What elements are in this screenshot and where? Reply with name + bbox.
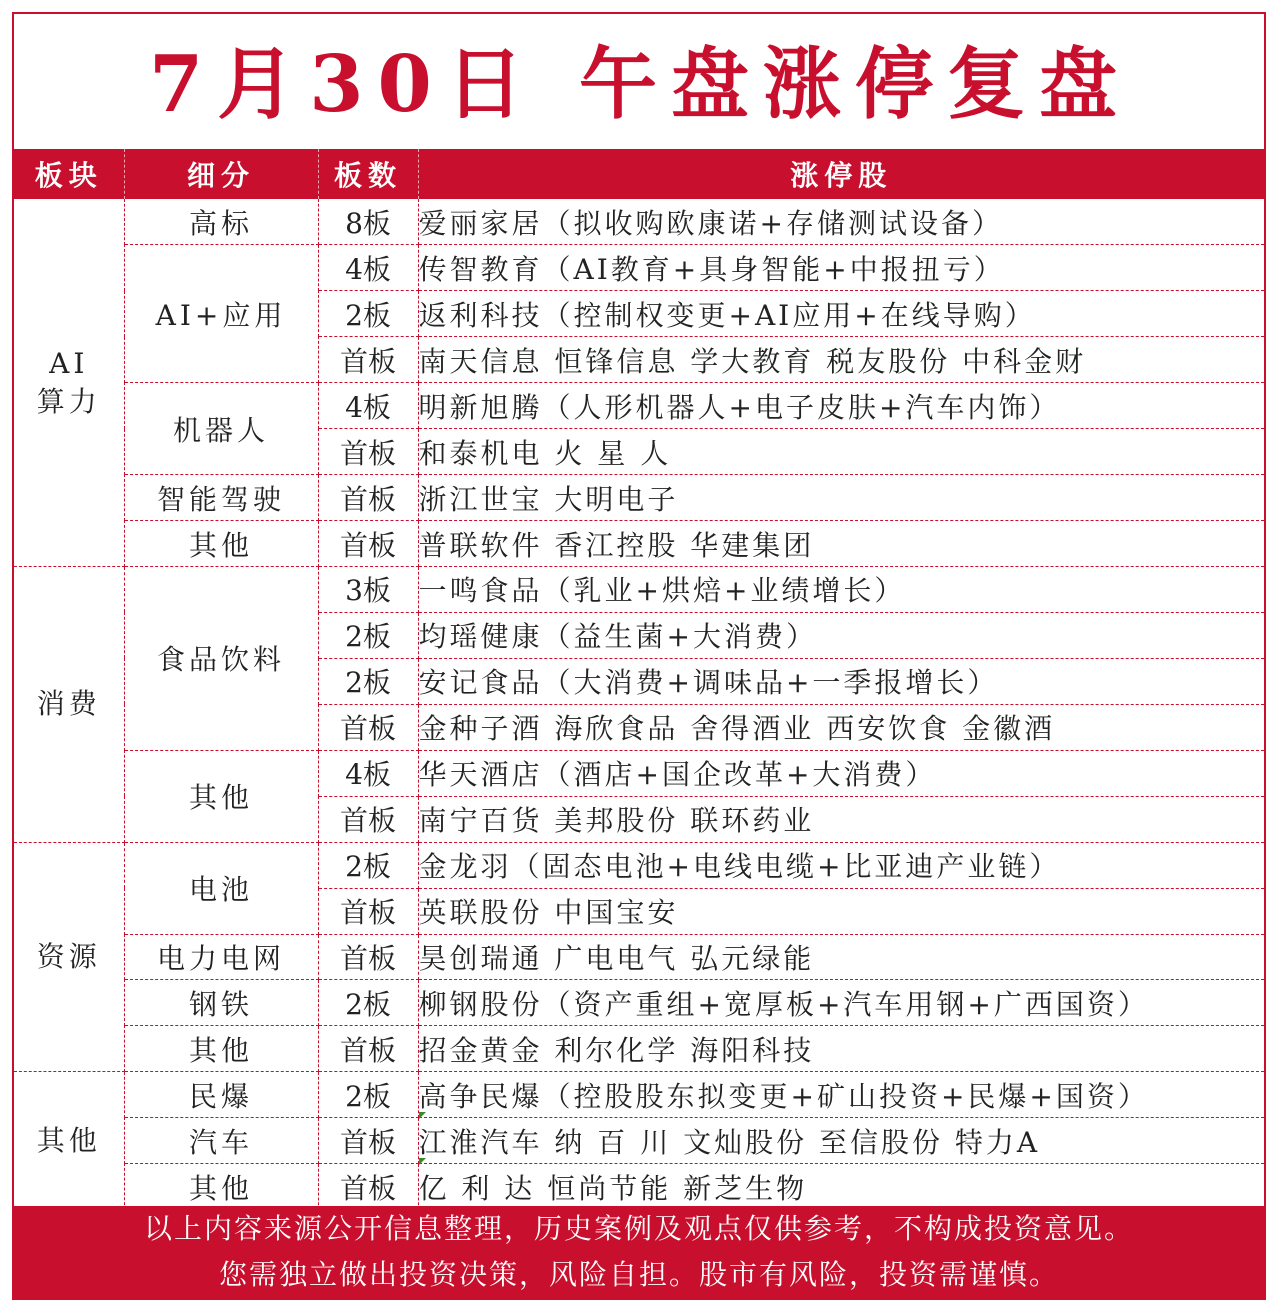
stocks-cell: 亿 利 达 恒尚节能 新芝生物 — [418, 1164, 1264, 1210]
stocks-cell: 金种子酒 海欣食品 舍得酒业 西安饮食 金徽酒 — [418, 704, 1264, 750]
stocks-cell: 和泰机电 火 星 人 — [418, 429, 1264, 475]
cell-comment-marker — [419, 1158, 426, 1165]
header-sector: 板块 — [14, 149, 124, 199]
board-count-cell: 3板 — [318, 567, 418, 613]
subsector-cell: 电力电网 — [124, 934, 318, 980]
board-count-cell: 4板 — [318, 383, 418, 429]
table-row — [14, 1026, 1264, 1072]
table-row — [14, 842, 1264, 888]
table-row — [14, 383, 1264, 429]
table-row — [14, 750, 1264, 796]
stocks-cell: 柳钢股份（资产重组+宽厚板+汽车用钢+广西国资） — [418, 980, 1264, 1026]
stocks-cell: 金龙羽（固态电池+电线电缆+比亚迪产业链） — [418, 842, 1264, 888]
board-count-cell: 2板 — [318, 1072, 418, 1118]
board-count-cell: 首板 — [318, 429, 418, 475]
board-count-cell: 4板 — [318, 750, 418, 796]
board-count-cell: 首板 — [318, 475, 418, 521]
subsector-cell: 其他 — [124, 521, 318, 567]
stocks-cell: 普联软件 香江控股 华建集团 — [418, 521, 1264, 567]
board-count-cell: 2板 — [318, 291, 418, 337]
subsector-cell: 高标 — [124, 199, 318, 245]
disclaimer-line-1: 以上内容来源公开信息整理，历史案例及观点仅供参考，不构成投资意见。 — [143, 1212, 1134, 1245]
stocks-cell: 昊创瑞通 广电电气 弘元绿能 — [418, 934, 1264, 980]
table-row — [14, 475, 1264, 521]
stocks-cell: 安记食品（大消费+调味品+一季报增长） — [418, 658, 1264, 704]
board-count-cell: 首板 — [318, 337, 418, 383]
sector-others: 其他 — [14, 1072, 124, 1210]
table-row — [14, 980, 1264, 1026]
subsector-cell: AI+应用 — [124, 245, 318, 383]
subsector-cell: 电池 — [124, 842, 318, 934]
subsector-cell: 其他 — [124, 1026, 318, 1072]
stocks-cell: 高争民爆（控股股东拟变更+矿山投资+民爆+国资） — [418, 1072, 1264, 1118]
board-count-cell: 8板 — [318, 199, 418, 245]
table-header-row — [14, 149, 1264, 199]
board-count-cell: 首板 — [318, 521, 418, 567]
subsector-cell: 钢铁 — [124, 980, 318, 1026]
limit-up-table — [14, 149, 1264, 1210]
board-count-cell: 首板 — [318, 796, 418, 842]
stocks-cell: 英联股份 中国宝安 — [418, 888, 1264, 934]
disclaimer-footer — [14, 1206, 1264, 1298]
board-count-cell: 首板 — [318, 1164, 418, 1210]
page-title: 7月30日 午盘涨停复盘 — [149, 39, 1131, 130]
board-count-cell: 首板 — [318, 1026, 418, 1072]
subsector-cell: 食品饮料 — [124, 567, 318, 751]
stocks-cell: 江淮汽车 纳 百 川 文灿股份 至信股份 特力A — [418, 1118, 1264, 1164]
table-row — [14, 521, 1264, 567]
stocks-cell: 传智教育（AI教育+具身智能+中报扭亏） — [418, 245, 1264, 291]
board-count-cell: 首板 — [318, 888, 418, 934]
table-row — [14, 1118, 1264, 1164]
stocks-cell: 返利科技（控制权变更+AI应用+在线导购） — [418, 291, 1264, 337]
table-row — [14, 1072, 1264, 1118]
sector-resources: 资源 — [14, 842, 124, 1072]
stocks-cell: 招金黄金 利尔化学 海阳科技 — [418, 1026, 1264, 1072]
stocks-cell: 浙江世宝 大明电子 — [418, 475, 1264, 521]
sector-ai-compute: AI 算力 — [14, 199, 124, 567]
subsector-cell: 智能驾驶 — [124, 475, 318, 521]
disclaimer-line-2: 您需独立做出投资决策，风险自担。股市有风险，投资需谨慎。 — [218, 1258, 1059, 1291]
table-row — [14, 567, 1264, 613]
sector-consumption: 消费 — [14, 567, 124, 843]
header-subsector: 细分 — [124, 149, 318, 199]
board-count-cell: 4板 — [318, 245, 418, 291]
stocks-cell: 明新旭腾（人形机器人+电子皮肤+汽车内饰） — [418, 383, 1264, 429]
board-count-cell: 2板 — [318, 980, 418, 1026]
subsector-cell: 机器人 — [124, 383, 318, 475]
stocks-cell: 南宁百货 美邦股份 联环药业 — [418, 796, 1264, 842]
board-count-cell: 2板 — [318, 658, 418, 704]
stocks-cell: 一鸣食品（乳业+烘焙+业绩增长） — [418, 567, 1264, 613]
subsector-cell: 其他 — [124, 750, 318, 842]
stocks-cell: 南天信息 恒锋信息 学大教育 税友股份 中科金财 — [418, 337, 1264, 383]
table-row — [14, 1164, 1264, 1210]
board-count-cell: 首板 — [318, 704, 418, 750]
stocks-cell: 爱丽家居（拟收购欧康诺+存储测试设备） — [418, 199, 1264, 245]
stocks-cell: 均瑶健康（益生菌+大消费） — [418, 612, 1264, 658]
table-row — [14, 934, 1264, 980]
board-count-cell: 2板 — [318, 842, 418, 888]
board-count-cell: 2板 — [318, 612, 418, 658]
cell-comment-marker — [419, 1112, 426, 1119]
board-count-cell: 首板 — [318, 934, 418, 980]
stocks-cell: 华天酒店（酒店+国企改革+大消费） — [418, 750, 1264, 796]
table-row — [14, 199, 1264, 245]
subsector-cell: 民爆 — [124, 1072, 318, 1118]
board-count-cell: 首板 — [318, 1118, 418, 1164]
header-board-count: 板数 — [318, 149, 418, 199]
subsector-cell: 其他 — [124, 1164, 318, 1210]
table-row — [14, 245, 1264, 291]
header-limit-up-stocks: 涨停股 — [418, 149, 1264, 199]
subsector-cell: 汽车 — [124, 1118, 318, 1164]
